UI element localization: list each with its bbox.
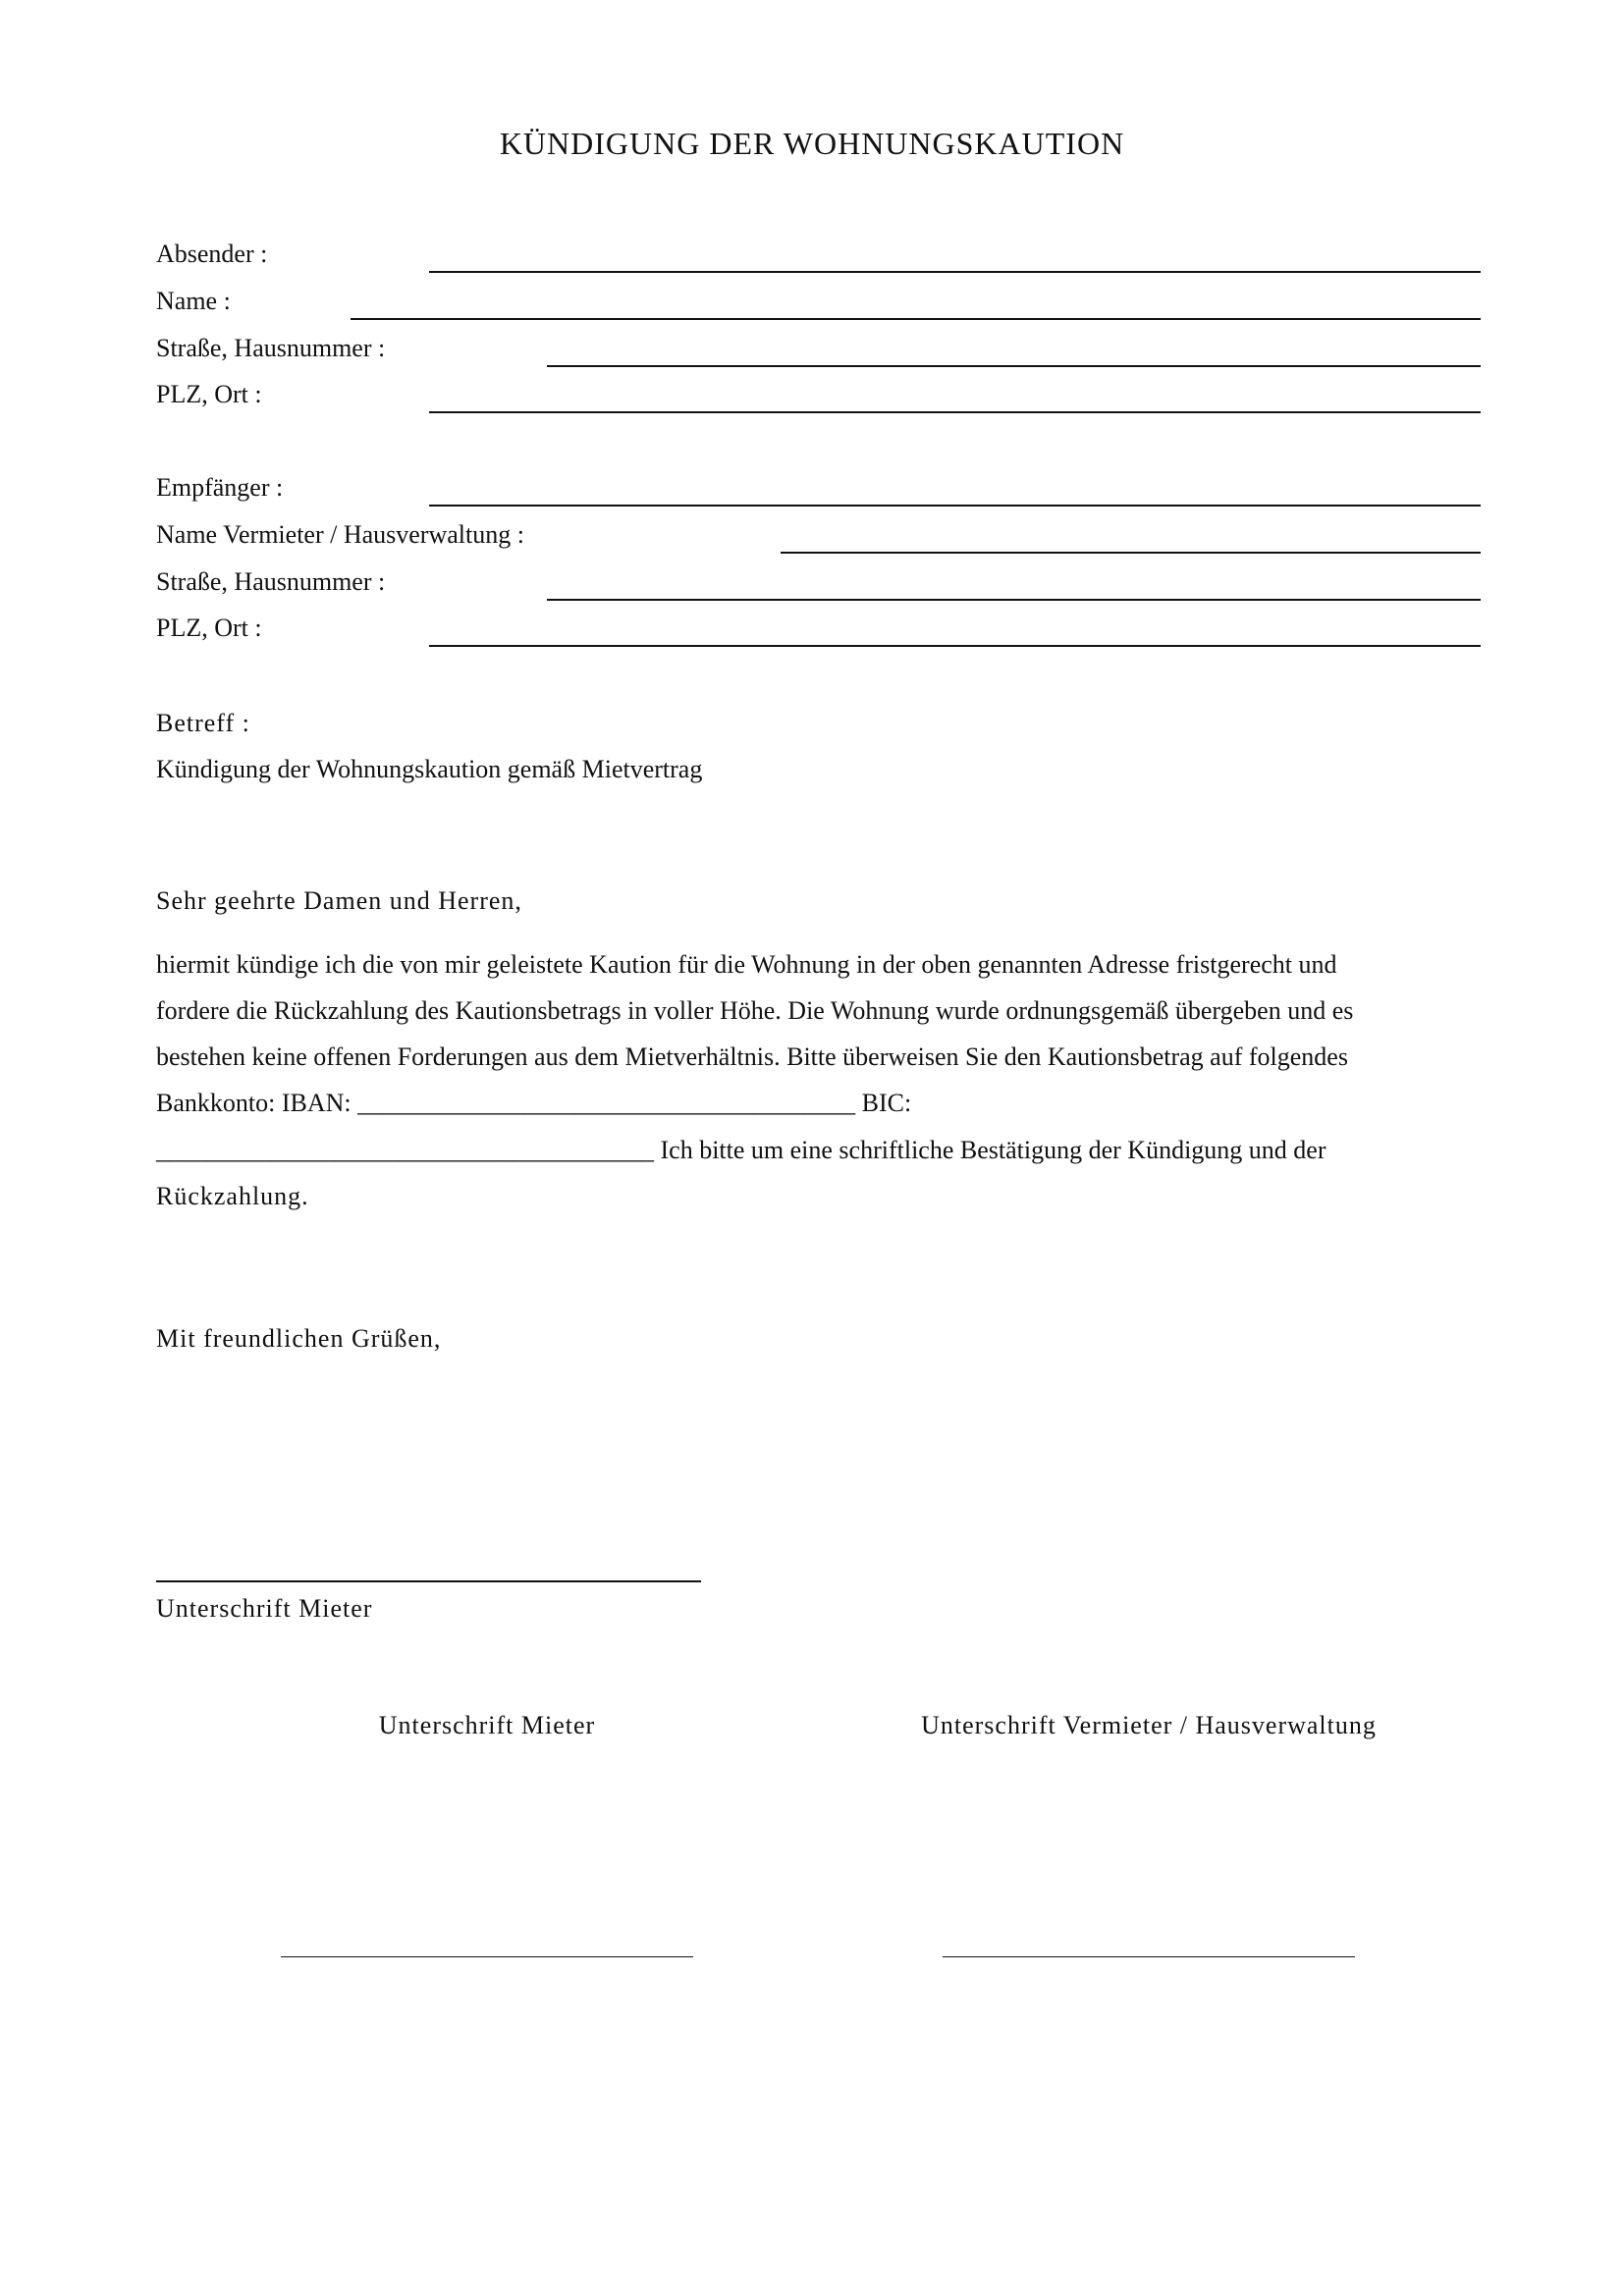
body-line: hiermit kündige ich die von mir geleistete Kaution für die Wohnung in der oben genannten Adresse fristgerecht und [156, 950, 1337, 979]
sender-name-label: Name : [156, 287, 231, 315]
body-line-bic: _______________________________________ Ich bitte um eine schriftliche Bestätigung der Kündigung und der [156, 1136, 1326, 1164]
page-title: KÜNDIGUNG DER WOHNUNGSKAUTION [499, 126, 1125, 161]
subject-text: Kündigung der Wohnungskaution gemäß Mietvertrag [156, 755, 703, 783]
tenant-signature-label: Unterschrift Mieter [156, 1594, 373, 1623]
recipient-heading: Empfänger : [156, 473, 284, 502]
sender-city-label: PLZ, Ort : [156, 380, 262, 408]
subject-label: Betreff : [156, 709, 250, 737]
recipient-city-field-line[interactable] [429, 645, 1481, 647]
salutation: Sehr geehrte Damen und Herren, [156, 886, 522, 915]
body-line: Rückzahlung. [156, 1182, 309, 1210]
body-line-iban: Bankkonto: IBAN: _______________________________________ BIC: [156, 1089, 912, 1117]
sender-name-field-line[interactable] [351, 318, 1481, 320]
recipient-city-label: PLZ, Ort : [156, 614, 262, 642]
recipient-street-field-line[interactable] [547, 599, 1481, 601]
tenant-signature-line-2[interactable] [281, 1956, 693, 1957]
tenant-signature-line[interactable] [156, 1580, 701, 1582]
recipient-street-label: Straße, Hausnummer : [156, 567, 386, 596]
sender-street-field-line[interactable] [547, 365, 1481, 367]
sender-field-line[interactable] [429, 271, 1481, 273]
landlord-signature-line[interactable] [943, 1956, 1355, 1957]
sender-heading: Absender : [156, 240, 268, 268]
tenant-signature-label-2: Unterschrift Mieter [378, 1711, 596, 1739]
sender-city-field-line[interactable] [429, 411, 1481, 413]
body-line: fordere die Rückzahlung des Kautionsbetrags in voller Höhe. Die Wohnung wurde ordnungsgemäß übergeben und es [156, 996, 1354, 1025]
body-line: bestehen keine offenen Forderungen aus dem Mietverhältnis. Bitte überweisen Sie den Kautionsbetrag auf folgendes [156, 1042, 1348, 1071]
landlord-signature-label: Unterschrift Vermieter / Hausverwaltung [921, 1711, 1377, 1739]
recipient-field-line[interactable] [429, 505, 1481, 507]
recipient-name-field-line[interactable] [781, 552, 1481, 554]
closing: Mit freundlichen Grüßen, [156, 1324, 442, 1353]
sender-street-label: Straße, Hausnummer : [156, 334, 386, 362]
recipient-name-label: Name Vermieter / Hausverwaltung : [156, 520, 524, 549]
